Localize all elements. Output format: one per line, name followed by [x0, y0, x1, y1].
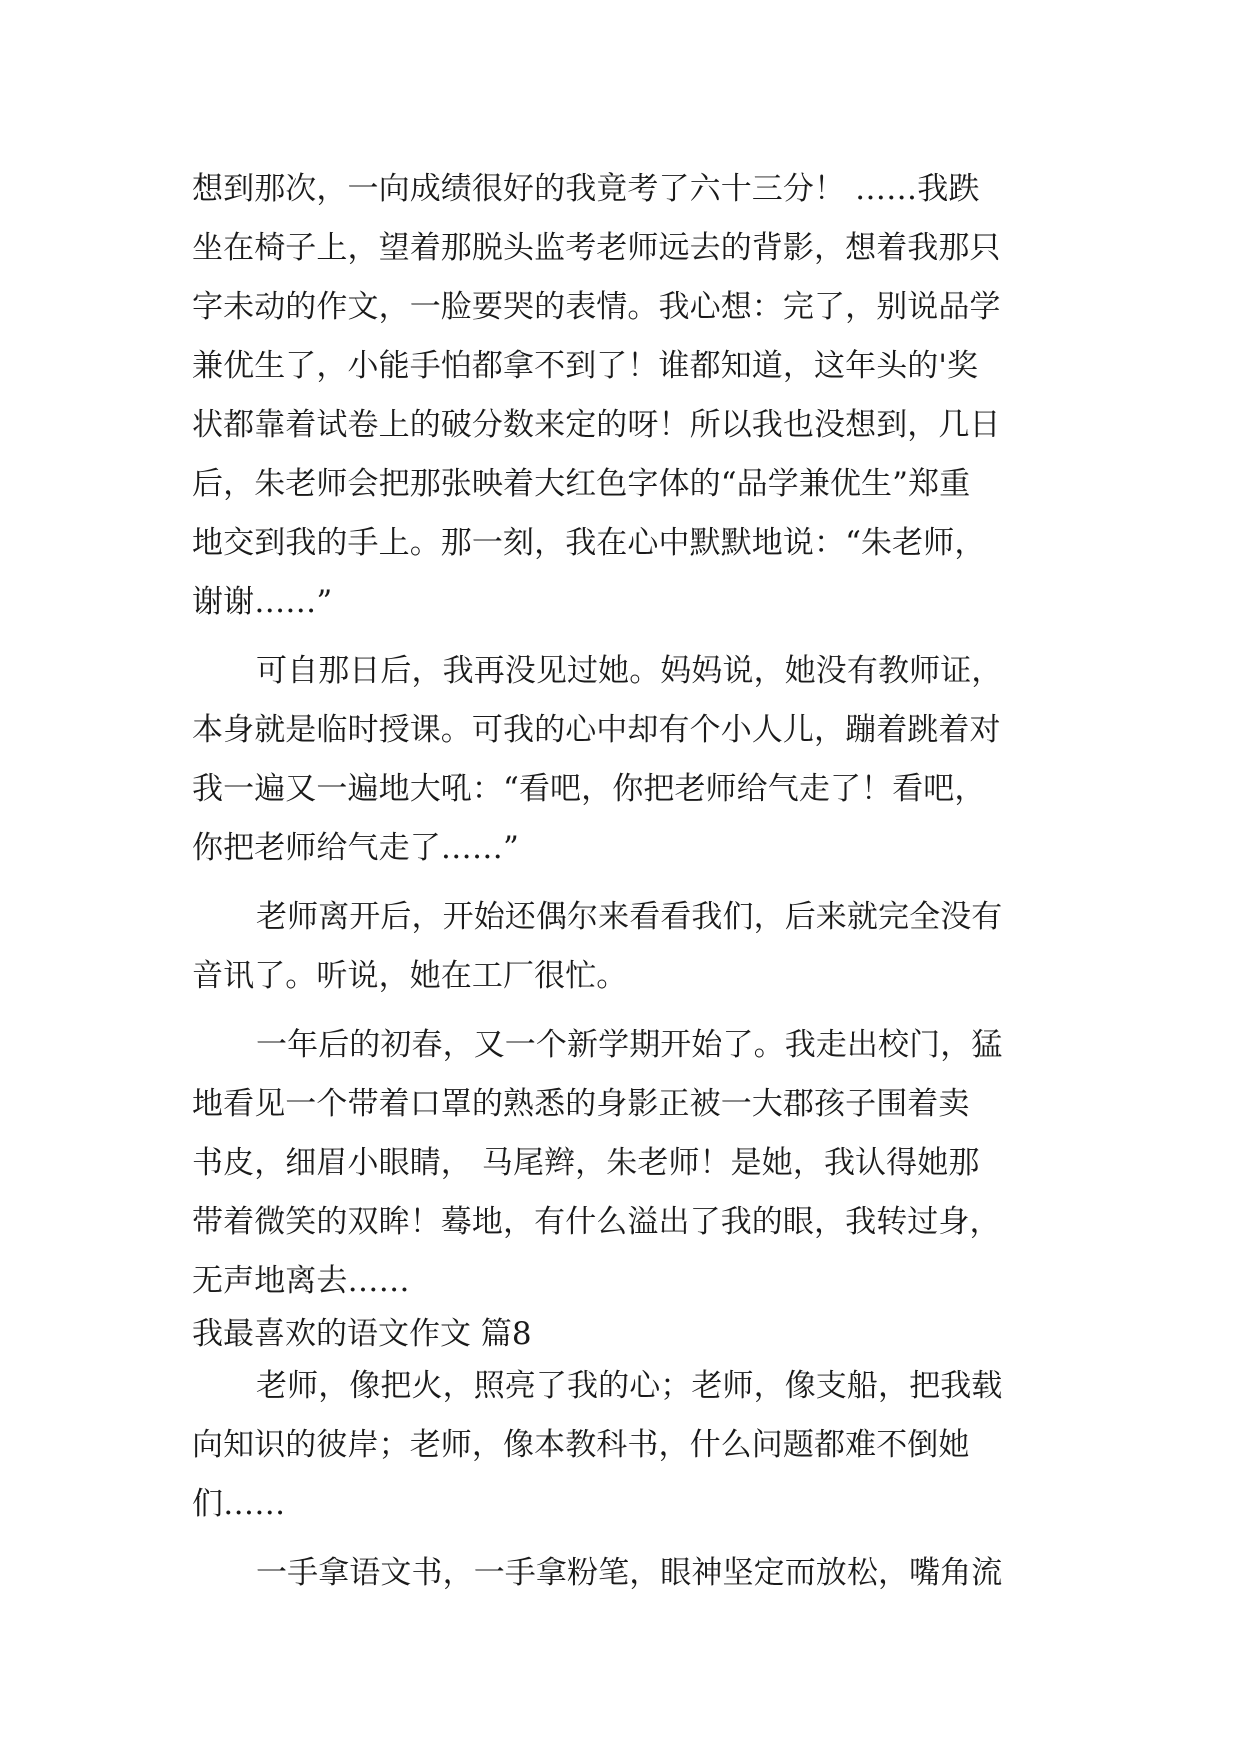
text-line: 地交到我的手上。那一刻，我在心中默默地说：“朱老师， [192, 525, 986, 561]
paragraph-3 [192, 888, 1052, 1006]
text-line: 可自那日后，我再没见过她。妈妈说，她没有教师证， [256, 653, 1003, 689]
text-line: 本身就是临时授课。可我的心中却有个小人儿，蹦着跳着对 [192, 712, 1001, 748]
text-line: 一手拿语文书，一手拿粉笔，眼神坚定而放松，嘴角流 [256, 1555, 1003, 1591]
text-line: 向知识的彼岸；老师，像本教科书，什么问题都难不倒她 [192, 1427, 970, 1463]
text-line: 老师，像把火，照亮了我的心；老师，像支船，把我载 [256, 1368, 1003, 1404]
document-page [192, 160, 1052, 1603]
paragraph-gap [192, 1534, 1052, 1544]
paragraph-5 [192, 1357, 1052, 1534]
text-line: 我一遍又一遍地大吼：“看吧，你把老师给气走了！看吧， [192, 771, 986, 807]
text-line: 们…… [192, 1486, 286, 1522]
text-line: 字未动的作文，一脸要哭的表情。我心想：完了，别说品学 [192, 289, 1001, 325]
paragraph-2 [192, 642, 1052, 878]
text-line: 谢谢……” [192, 584, 333, 620]
paragraph-1 [192, 160, 1052, 632]
text-line: 老师离开后，开始还偶尔来看看我们，后来就完全没有 [256, 899, 1003, 935]
paragraph-gap [192, 632, 1052, 642]
paragraph-4 [192, 1016, 1052, 1311]
text-line: 后，朱老师会把那张映着大红色字体的“品学兼优生”郑重 [192, 466, 971, 502]
paragraph-gap [192, 878, 1052, 888]
text-line: 状都靠着试卷上的破分数来定的呀！所以我也没想到，几日 [192, 407, 1001, 443]
text-line: 地看见一个带着口罩的熟悉的身影正被一大郡孩子围着卖 [192, 1086, 970, 1122]
paragraph-6 [192, 1544, 1052, 1603]
paragraph-gap [192, 1006, 1052, 1016]
section-heading: 我最喜欢的语文作文 篇8 [192, 1316, 532, 1352]
text-line: 坐在椅子上，望着那脱头监考老师远去的背影，想着我那只 [192, 230, 1001, 266]
text-line: 一年后的初春，又一个新学期开始了。我走出校门，猛 [256, 1027, 1003, 1063]
text-line: 音讯了。听说，她在工厂很忙。 [192, 958, 628, 994]
text-line: 你把老师给气走了……” [192, 830, 519, 866]
text-line: 带着微笑的双眸！蓦地，有什么溢出了我的眼，我转过身， [192, 1204, 1001, 1240]
text-line: 想到那次，一向成绩很好的我竟考了六十三分！ ……我跌 [192, 171, 980, 207]
text-line: 兼优生了，小能手怕都拿不到了！谁都知道，这年头的'奖 [192, 348, 979, 384]
text-line: 无声地离去…… [192, 1263, 410, 1299]
text-line: 书皮，细眉小眼睛， 马尾辫，朱老师！是她，我认得她那 [192, 1145, 980, 1181]
